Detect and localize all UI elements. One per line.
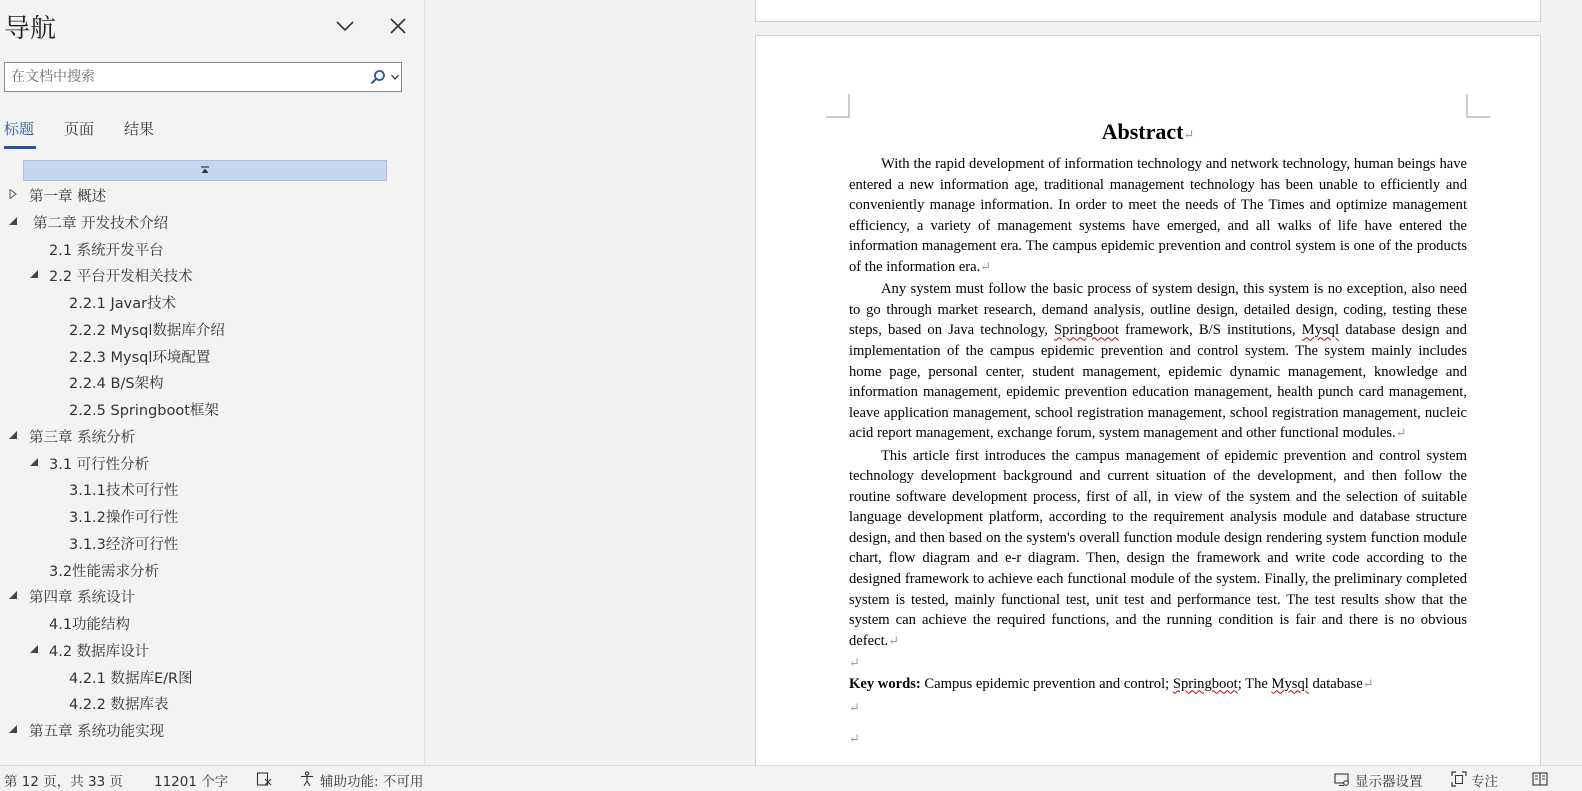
- expanded-triangle-icon[interactable]: [8, 724, 18, 734]
- tree-item[interactable]: [0, 475, 420, 501]
- tab-pages[interactable]: 页面: [64, 120, 95, 138]
- expanded-triangle-icon[interactable]: [29, 644, 39, 654]
- tree-item[interactable]: [0, 208, 420, 234]
- tree-item[interactable]: [0, 288, 420, 314]
- expanded-triangle-icon[interactable]: [8, 430, 18, 440]
- paragraph-text: database design and implementation of the campus epidemic prevention and control system. The system mainly includes home page, personal center, student management, epidemic dynamic management, knowledge and information management, epidemic prevention education management, health punch card management, leave application management, school registration management, school registration management, nucleic acid report management, exchange forum, system management and other functional modules.: [849, 322, 1467, 442]
- tree-item-label: 2.2.5 Springboot框架: [69, 403, 219, 419]
- paragraph-mark: ↵: [1183, 127, 1195, 142]
- paragraph-text: Any system must follow the basic process of system design, this system is no exception, also need to go through market research, demand analysis, outline design, detailed design, coding, testing these steps, based on Java technology,: [849, 281, 1467, 339]
- paragraph-text: This article first introduces the campus management of epidemic prevention and control system technology development background and current situation of the development, and then follow the routine software development process, first of all, in view of the system and the selection of suitable language development platform, according to the requirement analysis module and database structure design, and then based on the system's overall function module design rendering system function module chart, flow diagram and e-r diagram. Then, design the framework and write code according to the designed framework to achieve each functional module of the system. Finally, the preliminary completed system is tested, mainly functional test, unit test and performance test. The test results show that the system can achieve the required functions, and the running condition is fair and there is no obvious defect.: [849, 447, 1467, 649]
- tree-item[interactable]: [0, 716, 420, 742]
- tree-item-label: 3.1.1技术可行性: [69, 483, 179, 500]
- search-input[interactable]: [11, 66, 356, 88]
- tree-item[interactable]: [0, 529, 420, 555]
- tree-item[interactable]: [0, 368, 420, 394]
- tree-item-label: 3.1.3经济可行性: [69, 536, 179, 553]
- tree-item-label: 第五章 系统功能实现: [29, 724, 165, 740]
- tree-item-label: 第四章 系统设计: [29, 590, 136, 607]
- navigation-pane: [0, 0, 425, 765]
- spelling-error: Mysql: [1301, 322, 1340, 339]
- tree-item[interactable]: [0, 395, 420, 421]
- expanded-triangle-icon[interactable]: [8, 216, 18, 226]
- tree-item-label: 2.2.2 Mysql数据库介绍: [69, 322, 225, 339]
- tree-item-label: 4.2.2 数据库表: [69, 697, 169, 714]
- focus-mode-icon[interactable]: [1451, 771, 1467, 787]
- abstract-paragraph-1: [849, 154, 1467, 278]
- tree-item-label: 第二章 开发技术介绍: [33, 215, 169, 232]
- spelling-error: Springboot: [1054, 322, 1119, 339]
- tree-item[interactable]: [0, 261, 420, 287]
- tree-item-label: 3.1.2操作可行性: [69, 510, 179, 526]
- tree-item[interactable]: [0, 315, 420, 341]
- expanded-triangle-icon[interactable]: [8, 590, 18, 600]
- tree-item-label: 3.1 可行性分析: [49, 456, 150, 473]
- paragraph-mark: ↵: [888, 632, 900, 648]
- tree-item-label: 2.1 系统开发平台: [49, 242, 164, 259]
- collapse-all-bar[interactable]: [23, 160, 387, 181]
- document-area: [425, 0, 1582, 765]
- paragraph-mark: ↵: [1362, 675, 1374, 691]
- tree-item-label: 3.2性能需求分析: [49, 563, 160, 580]
- accessibility-status[interactable]: 辅助功能: 不可用: [320, 774, 424, 790]
- chevron-down-icon[interactable]: [333, 14, 357, 38]
- tree-item[interactable]: [0, 422, 420, 448]
- paragraph-mark: ↵: [849, 730, 860, 746]
- tree-item[interactable]: [0, 449, 420, 475]
- tree-item-label: 2.2.4 B/S架构: [69, 376, 164, 393]
- search-icon[interactable]: [370, 69, 386, 85]
- tree-item[interactable]: [0, 342, 420, 368]
- keywords-line: [849, 674, 1467, 695]
- abstract-title: [756, 119, 1540, 145]
- tree-item[interactable]: [0, 609, 420, 635]
- tree-item[interactable]: [0, 235, 420, 261]
- status-bar: [0, 765, 1582, 791]
- paragraph-text: With the rapid development of information technology and network technology, human beings have entered a new information age, traditional management technology has been unable to efficiently and conveniently manage information. In order to meet the needs of The Times and optimize management efficiency, a variety of management systems have emerged, and all walks of life have entered the information management era. The campus epidemic prevention and control system is one of the products of the information era.: [849, 156, 1467, 275]
- margin-corner-icon: [1466, 94, 1490, 118]
- tree-item[interactable]: [0, 556, 420, 582]
- paragraph-mark: ↵: [980, 258, 992, 274]
- tree-item-label: 第一章 概述: [29, 189, 107, 205]
- previous-page: [755, 0, 1541, 22]
- display-settings-label[interactable]: 显示器设置: [1355, 774, 1423, 790]
- page-count[interactable]: 第 12 页，共 33 页: [4, 774, 124, 790]
- tree-item[interactable]: [0, 689, 420, 715]
- empty-paragraph: [849, 729, 1467, 750]
- tree-item[interactable]: [0, 502, 420, 528]
- tree-item-label: 2.2.3 Mysql环境配置: [69, 349, 211, 366]
- tree-item[interactable]: [0, 181, 420, 207]
- read-mode-icon[interactable]: [1532, 771, 1548, 787]
- tree-item-label: 第三章 系统分析: [29, 429, 136, 446]
- tree-item-label: 4.1功能结构: [49, 617, 131, 633]
- expanded-triangle-icon[interactable]: [29, 269, 39, 279]
- tree-item[interactable]: [0, 663, 420, 689]
- keywords-label: Key words:: [849, 675, 925, 692]
- word-count[interactable]: 11201 个字: [154, 774, 229, 790]
- display-settings-icon[interactable]: [1334, 771, 1350, 787]
- abstract-title-text: Abstract: [1101, 119, 1184, 144]
- tree-item[interactable]: [0, 636, 420, 662]
- tab-headings[interactable]: 标题: [4, 120, 35, 138]
- keywords-text: ; The: [1237, 675, 1272, 692]
- close-icon[interactable]: [386, 14, 410, 38]
- tree-item-label: 2.2 平台开发相关技术: [49, 269, 193, 286]
- active-tab-indicator: [4, 146, 36, 149]
- focus-mode-label[interactable]: 专注: [1471, 774, 1498, 790]
- spelling-error: Springboot: [1172, 675, 1238, 692]
- search-options-chevron-icon[interactable]: [390, 72, 400, 82]
- paragraph-mark: ↵: [1395, 425, 1407, 441]
- proofing-icon[interactable]: [256, 771, 272, 787]
- paragraph-text: framework, B/S institutions,: [1118, 322, 1302, 339]
- keywords-text: Campus epidemic prevention and control;: [924, 675, 1173, 692]
- abstract-paragraph-2: [849, 279, 1467, 444]
- tree-item-label: 4.2.1 数据库E/R图: [69, 670, 193, 687]
- tree-item-label: 4.2 数据库设计: [49, 643, 150, 660]
- document-page[interactable]: [755, 35, 1541, 765]
- tree-item-label: 2.2.1 Javar技术: [69, 296, 177, 312]
- nav-title: 导航: [4, 14, 57, 44]
- keywords-text: database: [1308, 675, 1363, 692]
- empty-paragraph: [849, 653, 1467, 674]
- paragraph-mark: ↵: [849, 700, 860, 716]
- expanded-triangle-icon[interactable]: [29, 457, 39, 467]
- paragraph-mark: ↵: [849, 655, 860, 671]
- collapse-up-icon: [200, 166, 210, 175]
- accessibility-icon[interactable]: [299, 771, 315, 787]
- margin-corner-icon: [826, 94, 850, 118]
- collapsed-triangle-icon[interactable]: [8, 189, 18, 199]
- empty-paragraph: [849, 698, 1467, 719]
- abstract-body: [849, 154, 1467, 749]
- tree-item[interactable]: [0, 582, 420, 608]
- spelling-error: Mysql: [1271, 675, 1309, 692]
- abstract-paragraph-3: [849, 446, 1467, 652]
- search-box: [4, 62, 402, 92]
- tab-results[interactable]: 结果: [124, 120, 155, 138]
